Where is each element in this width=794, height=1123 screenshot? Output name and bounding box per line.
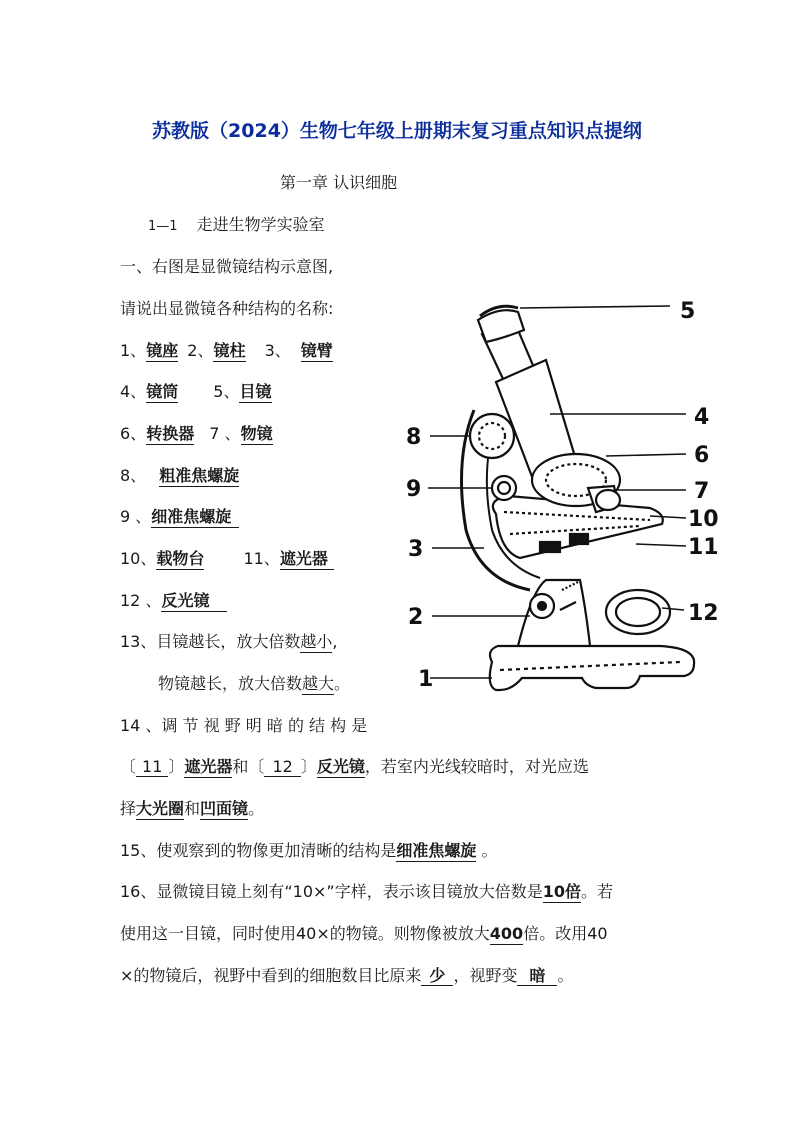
q15-answer: 细准焦螺旋 — [396, 841, 477, 860]
label-4: 4 — [694, 405, 710, 430]
q13-line1 — [120, 631, 337, 653]
q13-text-2: 物镜越长，放大倍数 — [158, 674, 303, 693]
q14-line3 — [120, 798, 264, 820]
part-1-number: 1、 — [120, 341, 147, 360]
part-9-number: 9 、 — [120, 507, 152, 526]
part-6-number: 6、 — [120, 424, 147, 443]
q14-punct: 。 — [248, 799, 265, 818]
part-5-answer: 目镜 — [239, 382, 272, 401]
q14-answer-2: 反光镜 — [316, 757, 365, 776]
part-5-number: 5、 — [213, 382, 240, 401]
part-2-answer: 镜柱 — [213, 341, 246, 360]
q1-intro-line2: 请说出显微镜各种结构的名称: — [120, 299, 334, 318]
q13-answer-1: 越小 — [300, 632, 333, 651]
q14-number-2: 12 — [264, 757, 300, 777]
q16-punct: 。 — [557, 966, 574, 985]
q15-punct: 。 — [476, 841, 498, 860]
q14-bracket-open-2: 〔 — [248, 757, 265, 776]
parts-row-5 — [120, 506, 239, 528]
parts-row-7 — [120, 590, 227, 612]
q14-answer-3: 大光圈 — [136, 799, 185, 818]
q14-text-rest: ，若室内光线较暗时，对光应选 — [364, 757, 589, 776]
label-10: 10 — [688, 507, 719, 532]
section-name: 走进生物学实验室 — [196, 215, 325, 234]
q16-text-2b: 倍。改用40 — [523, 924, 608, 943]
q16-answer-3: 少 — [421, 966, 453, 986]
part-8-number: 8、 — [120, 466, 147, 485]
q15-text: 15、使观察到的物像更加清晰的结构是 — [120, 841, 397, 860]
parts-row-2 — [120, 381, 272, 403]
q14-line1: 14 、调 节 视 野 明 暗 的 结 构 是 — [120, 716, 368, 735]
label-2: 2 — [408, 605, 424, 630]
q14-number-1: 11 — [136, 757, 168, 777]
q15-line — [120, 840, 497, 862]
q14-bracket-close-1: 〕 — [168, 757, 185, 776]
q16-answer-2: 400 — [489, 924, 524, 943]
part-10-answer: 载物台 — [156, 549, 205, 568]
q14-answer-4: 凹面镜 — [200, 799, 249, 818]
part-8-answer: 粗准焦螺旋 — [159, 466, 240, 485]
part-2-number: 2、 — [187, 341, 214, 360]
section-number: 1—1 — [148, 219, 178, 234]
label-9: 9 — [406, 477, 422, 502]
q14-answer-1: 遮光器 — [184, 757, 233, 776]
q16-text-3b: ，视野变 — [453, 966, 518, 985]
label-6: 6 — [694, 443, 710, 468]
label-1: 1 — [418, 667, 434, 692]
q13-answer-2: 越大 — [302, 674, 335, 693]
part-3-answer: 镜臂 — [300, 341, 333, 360]
part-4-number: 4、 — [120, 382, 147, 401]
q13-line2 — [158, 673, 350, 695]
part-7-answer: 物镜 — [240, 424, 273, 443]
q13-punct-2: 。 — [334, 674, 351, 693]
q16-text-1b: 。若 — [581, 882, 614, 901]
part-12-answer: 反光镜 — [161, 591, 227, 612]
page-title: 苏教版（2024）生物七年级上册期末复习重点知识点提纲 — [152, 120, 642, 142]
q14-and-2: 和 — [184, 799, 201, 818]
q14-line2 — [120, 756, 589, 778]
q16-answer-4: 暗 — [517, 966, 557, 986]
q16-text-2: 使用这一目镜，同时使用40×的物镜。则物像被放大 — [120, 924, 490, 943]
label-8: 8 — [406, 425, 422, 450]
parts-row-3 — [120, 423, 273, 445]
q16-line2 — [120, 923, 608, 945]
q16-text-3: ×的物镜后，视野中看到的细胞数目比原来 — [120, 966, 422, 985]
label-12: 12 — [688, 601, 719, 626]
q14-bracket-close-2: 〕 — [300, 757, 317, 776]
part-12-number: 12 、 — [120, 591, 162, 610]
part-9-answer: 细准焦螺旋 — [151, 507, 239, 528]
label-11: 11 — [688, 535, 719, 560]
microscope-diagram — [400, 290, 730, 710]
q14-and: 和 — [232, 757, 249, 776]
label-7: 7 — [694, 479, 710, 504]
part-10-number: 10、 — [120, 549, 157, 568]
part-3-number: 3、 — [264, 341, 291, 360]
q14-text-3: 择 — [120, 799, 137, 818]
part-6-answer: 转换器 — [146, 424, 195, 443]
q16-answer-1: 10倍 — [542, 882, 581, 901]
chapter-heading: 第一章 认识细胞 — [280, 173, 398, 192]
q16-line1 — [120, 881, 613, 903]
parts-row-1 — [120, 340, 333, 362]
q16-text-1: 16、显微镜目镜上刻有“10×”字样，表示该目镜放大倍数是 — [120, 882, 543, 901]
parts-row-6 — [120, 548, 334, 570]
q13-text: 13、目镜越长，放大倍数 — [120, 632, 301, 651]
label-3: 3 — [408, 537, 424, 562]
label-5: 5 — [680, 299, 696, 324]
q14-bracket-open-1: 〔 — [120, 757, 137, 776]
part-1-answer: 镜座 — [146, 341, 179, 360]
q16-line3 — [120, 965, 573, 987]
part-11-answer: 遮光器 — [280, 549, 334, 570]
part-11-number: 11、 — [243, 549, 280, 568]
q1-intro-line1: 一、右图是显微镜结构示意图, — [120, 257, 334, 276]
parts-row-4 — [120, 465, 239, 487]
q13-punct-1: , — [332, 632, 338, 651]
part-4-answer: 镜筒 — [146, 382, 179, 401]
part-7-number: 7 、 — [209, 424, 241, 443]
section-heading — [148, 214, 325, 238]
